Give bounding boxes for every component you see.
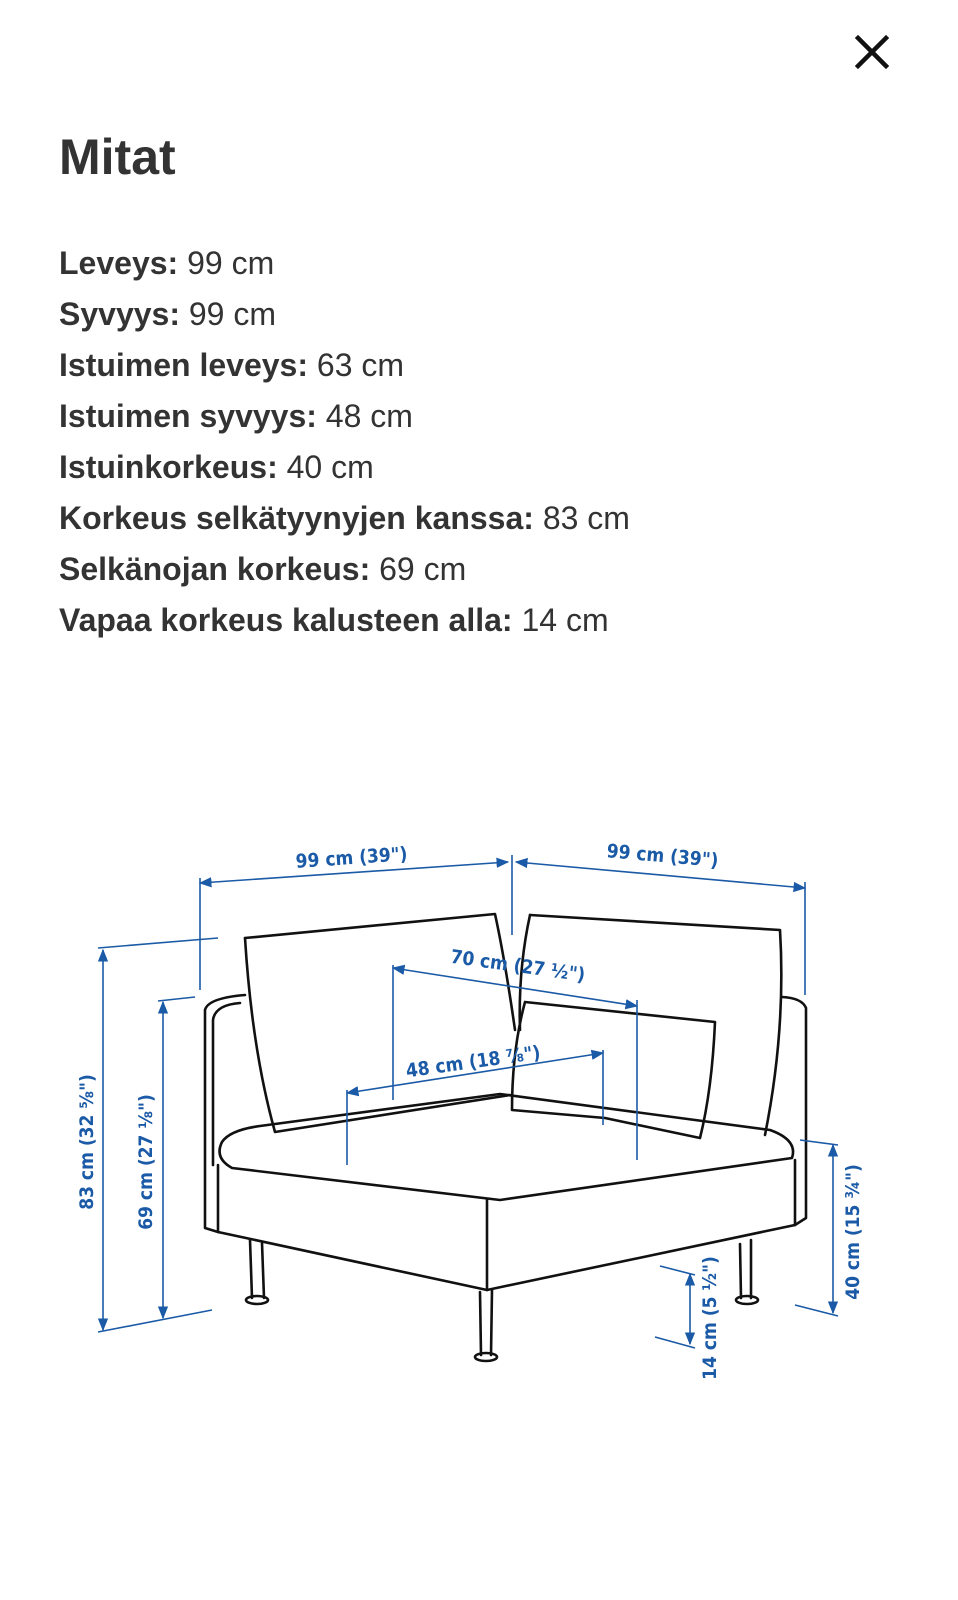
- spec-row: [59, 289, 630, 340]
- label-height-total: 83 cm (32 ⅝"): [76, 1074, 98, 1210]
- label-seat-depth: 48 cm (18 ⅞"): [404, 1041, 542, 1083]
- spec-value: 63 cm: [316, 347, 405, 383]
- spec-label: Korkeus selkätyynyjen kanssa:: [59, 500, 534, 536]
- spec-value: 14 cm: [521, 602, 609, 638]
- dimension-list: [59, 238, 630, 646]
- spec-label: Leveys:: [59, 245, 179, 281]
- spec-row: [59, 391, 630, 442]
- spec-row: [59, 493, 630, 544]
- page-title: Mitat: [59, 129, 176, 185]
- spec-label: Istuimen syvyys:: [59, 398, 317, 434]
- label-backrest-height: 69 cm (27 ⅛"): [135, 1094, 157, 1230]
- spec-value: 99 cm: [187, 245, 275, 281]
- spec-label: Istuinkorkeus:: [59, 449, 278, 485]
- spec-label: Syvyys:: [59, 296, 180, 332]
- close-icon[interactable]: [850, 30, 894, 74]
- spec-value: 40 cm: [286, 449, 374, 485]
- spec-value: 83 cm: [542, 500, 630, 536]
- spec-row: [59, 544, 630, 595]
- spec-row: [59, 595, 630, 646]
- label-width-right: 99 cm (39"): [605, 840, 720, 872]
- label-width-left: 99 cm (39"): [294, 843, 409, 873]
- label-seat-height: 40 cm (15 ¾"): [842, 1164, 864, 1300]
- spec-row: [59, 238, 630, 289]
- spec-label: Istuimen leveys:: [59, 347, 308, 383]
- label-seat-width: 70 cm (27 ½"): [449, 945, 587, 987]
- spec-value: 48 cm: [325, 398, 413, 434]
- dimension-diagram: [0, 820, 958, 1420]
- spec-row: [59, 340, 630, 391]
- spec-value: 99 cm: [188, 296, 277, 332]
- spec-value: 69 cm: [379, 551, 467, 587]
- spec-label: Vapaa korkeus kalusteen alla:: [59, 602, 513, 638]
- spec-label: Selkänojan korkeus:: [59, 551, 371, 587]
- spec-row: [59, 442, 630, 493]
- label-clearance: 14 cm (5 ½"): [699, 1256, 721, 1380]
